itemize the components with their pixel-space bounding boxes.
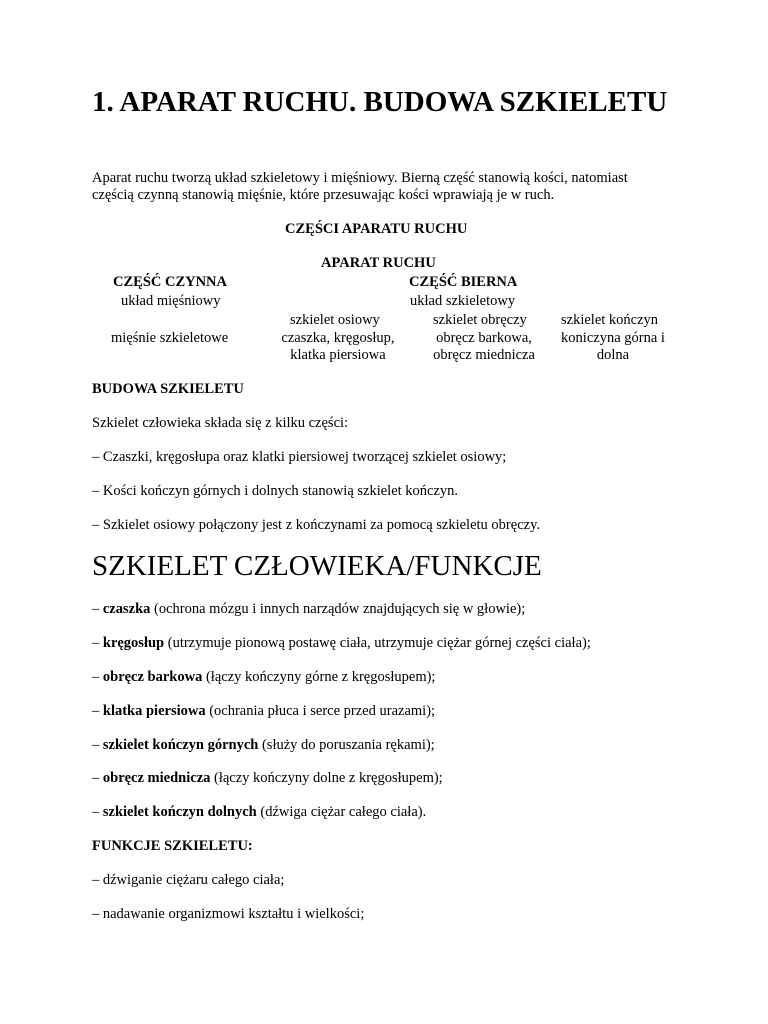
intro-paragraph-line-2: częścią czynną stanowią mięśnie, które przesuwając kości wprawiają je w ruch. — [92, 187, 555, 203]
skeleton-item — [92, 804, 426, 821]
active-part-header: CZĘŚĆ CZYNNA — [113, 274, 228, 290]
skeleton-term: szkielet kończyn górnych — [102, 737, 259, 753]
skeleton-term: obręcz miednicza — [102, 770, 211, 786]
skeleton-desc: (utrzymuje pionową postawę ciała, utrzymuje ciężar górnej części ciała); — [164, 635, 591, 651]
axial-detail-line-1: czaszka, kręgosłup, — [281, 330, 395, 346]
skeleton-item — [92, 703, 435, 720]
skeleton-item — [92, 635, 591, 652]
structure-intro: Szkielet człowieka składa się z kilku części: — [92, 415, 349, 431]
girdle-detail — [423, 330, 545, 364]
skeleton-desc: (ochrona mózgu i innych narządów znajdujących się w głowie); — [150, 601, 526, 617]
page-title: 1. APARAT RUCHU. BUDOWA SZKIELETU — [92, 86, 668, 118]
structure-heading: BUDOWA SZKIELETU — [92, 381, 244, 397]
skeleton-item — [92, 770, 443, 787]
section-title-skeleton-functions: SZKIELET CZŁOWIEKA/FUNKCJE — [92, 550, 542, 582]
girdle-skeleton: szkielet obręczy — [433, 312, 527, 328]
functions-heading: FUNKCJE SZKIELETU: — [92, 838, 253, 854]
skeleton-item — [92, 669, 435, 686]
skeleton-desc: (służy do poruszania rękami); — [258, 737, 435, 753]
axial-skeleton: szkielet osiowy — [290, 312, 380, 328]
function-item: – nadawanie organizmowi kształtu i wielkości; — [92, 906, 365, 922]
limb-skeleton: szkielet kończyn — [561, 312, 659, 328]
limbs-detail-line-2: dolna — [596, 347, 630, 363]
skeleton-desc: (łączy kończyny górne z kręgosłupem); — [202, 669, 436, 685]
table-root: APARAT RUCHU — [321, 255, 436, 271]
skeleton-desc: (łączy kończyny dolne z kręgosłupem); — [210, 770, 443, 786]
skeleton-term: obręcz barkowa — [102, 669, 203, 685]
dash: – — [92, 601, 103, 617]
axial-detail — [278, 330, 398, 364]
girdle-detail-line-2: obręcz miednicza — [433, 347, 535, 363]
skeleton-item — [92, 737, 435, 754]
skeleton-term: kręgosłup — [102, 635, 165, 651]
limbs-detail-line-1: koniczyna górna i — [561, 330, 665, 346]
passive-part-header: CZĘŚĆ BIERNA — [409, 274, 518, 290]
dash: – — [92, 669, 103, 685]
skeleton-term: czaszka — [102, 601, 151, 617]
skeleton-desc: (ochrania płuca i serce przed urazami); — [205, 703, 436, 719]
structure-item: – Czaszki, kręgosłupa oraz klatki piersiowej tworzącej szkielet osiowy; — [92, 449, 507, 465]
passive-system: układ szkieletowy — [410, 293, 516, 309]
axial-detail-line-2: klatka piersiowa — [290, 347, 386, 363]
skeletal-muscles: mięśnie szkieletowe — [111, 330, 229, 346]
intro-paragraph-line-1: Aparat ruchu tworzą układ szkieletowy i mięśniowy. Bierną część stanowią kości, natomiast — [92, 170, 628, 186]
skeleton-desc: (dźwiga ciężar całego ciała). — [256, 804, 427, 820]
skeleton-term: klatka piersiowa — [102, 703, 206, 719]
skeleton-item — [92, 601, 525, 618]
structure-item: – Kości kończyn górnych i dolnych stanowią szkielet kończyn. — [92, 483, 459, 499]
dash: – — [92, 635, 103, 651]
function-item: – dźwiganie ciężaru całego ciała; — [92, 872, 285, 888]
parts-heading: CZĘŚCI APARATU RUCHU — [285, 221, 468, 237]
active-system: układ mięśniowy — [121, 293, 221, 309]
dash: – — [92, 737, 103, 753]
limbs-detail — [554, 330, 672, 364]
dash: – — [92, 703, 103, 719]
dash: – — [92, 770, 103, 786]
structure-item: – Szkielet osiowy połączony jest z kończynami za pomocą szkieletu obręczy. — [92, 517, 540, 533]
dash: – — [92, 804, 103, 820]
skeleton-term: szkielet kończyn dolnych — [102, 804, 257, 820]
girdle-detail-line-1: obręcz barkowa, — [436, 330, 532, 346]
